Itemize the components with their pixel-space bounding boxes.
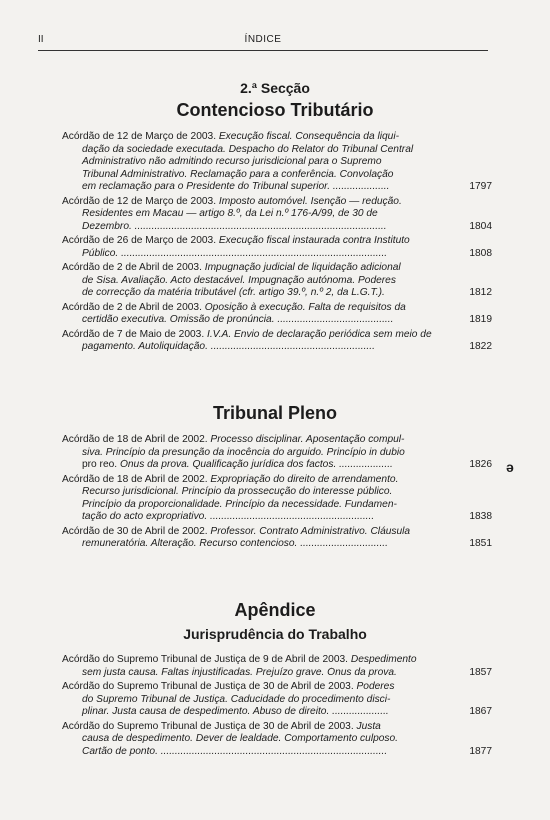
- entry-description: Residentes em Macau — artigo 8.º, da Lei n.º 176-A/99, de 30 de: [82, 208, 378, 219]
- toc-entry-line: [62, 181, 446, 194]
- entry-description: do Supremo Tribunal de Justiça. Caducidade do procedimento disci-: [82, 693, 391, 705]
- entry-reference: Acórdão de 7 de Maio de 2003.: [62, 328, 207, 340]
- toc-entry: [62, 474, 492, 524]
- toc-entry: [62, 196, 492, 234]
- entry-reference: Acórdão do Supremo Tribunal de Justiça de 30 de Abril de 2003.: [62, 720, 357, 732]
- entry-description: Princípio da proporcionalidade. Princípio da necessidade. Fundamen-: [82, 498, 397, 510]
- toc-entry-line: [62, 746, 446, 759]
- section-title: Tribunal Pleno: [212, 403, 337, 423]
- toc-entry-line: [62, 221, 446, 234]
- entry-description: Justa: [356, 720, 381, 732]
- entry-description: Oposição à execução. Falta de requisitos da: [204, 301, 406, 313]
- entry-description: Público. ..............................................................................................: [82, 247, 388, 259]
- entry-description: Execução fiscal. Consequência da liqui-: [218, 131, 399, 142]
- handwritten-margin-mark: ə: [506, 459, 514, 475]
- entry-description: causa de despedimento. Dever de lealdade. Comportamento culposo.: [82, 733, 399, 744]
- toc-entry-line: [62, 447, 446, 460]
- entry-description: Recurso jurisdicional. Princípio da prossecução do interesse público.: [82, 486, 393, 497]
- entry-description: Dezembro. .........................................................................................: [82, 220, 387, 232]
- entry-page-number: 1822: [469, 341, 492, 352]
- section-entries: [62, 654, 492, 760]
- toc-entry-line: [62, 287, 446, 300]
- entry-description: Expropriação do direito de arrendamento.: [210, 473, 399, 485]
- entry-description: Poderes: [356, 681, 395, 692]
- entry-page-number: 1826: [469, 459, 492, 470]
- entry-description: Ónus da prova. Qualificação jurídica dos factos. ...................: [119, 459, 393, 470]
- entry-reference: Acórdão de 18 de Abril de 2002.: [62, 473, 211, 485]
- entry-page-number: 1857: [469, 666, 492, 678]
- entry-reference: Acórdão de 12 de Março de 2003.: [62, 131, 219, 142]
- entry-description: Administrativo não admitindo recurso jurisdicional para o Supremo: [82, 156, 382, 167]
- toc-entry-line: [62, 694, 446, 707]
- entry-description: Cartão de ponto. ................................................................................: [82, 745, 388, 757]
- section-entries: [62, 131, 492, 356]
- entry-page-number: 1804: [469, 220, 492, 232]
- toc-entry: [62, 131, 492, 194]
- entry-page-number: 1838: [469, 511, 492, 522]
- entry-page-number: 1812: [469, 287, 492, 298]
- entry-description: Impugnação judicial de liquidação adicional: [204, 262, 401, 273]
- page-number: II: [38, 34, 44, 45]
- entry-reference: Acórdão de 18 de Abril de 2002.: [62, 434, 211, 445]
- entry-reference: Acórdão do Supremo Tribunal de Justiça de 9 de Abril de 2003.: [62, 654, 351, 665]
- entry-page-number: 1851: [469, 538, 492, 549]
- entry-description: dação da sociedade executada. Despacho do Relator do Tribunal Central: [82, 143, 414, 155]
- entry-page-number: 1867: [469, 706, 492, 717]
- entry-page-number: 1797: [469, 181, 492, 192]
- entry-page-number: 1808: [469, 247, 492, 259]
- toc-entry-line: [62, 667, 446, 680]
- appendix-title: Apêndice: [234, 600, 316, 620]
- toc-entry-line: [62, 262, 446, 275]
- entry-description: Professor. Contrato Administrativo. Cláusula: [210, 525, 411, 537]
- toc-entry-line: [62, 144, 446, 157]
- running-header: [38, 28, 488, 51]
- toc-entry-line: [62, 169, 446, 182]
- toc-entry: [62, 434, 492, 472]
- toc-entry: [62, 681, 492, 719]
- entry-description: Processo disciplinar. Aposentação compul-: [210, 434, 405, 445]
- toc-entry-line: [62, 302, 446, 315]
- toc-entry: [62, 235, 492, 260]
- entry-reference: pro reo.: [82, 459, 120, 470]
- toc-entry-line: [62, 511, 446, 524]
- toc-entry: [62, 302, 492, 327]
- toc-entry-line: [62, 721, 446, 734]
- toc-entry-line: [62, 486, 446, 499]
- toc-entry-line: [62, 459, 446, 472]
- toc-entry-line: [62, 275, 446, 288]
- toc-entry-line: [62, 538, 446, 551]
- entry-description: em reclamação para o Presidente do Tribunal superior. ....................: [82, 181, 390, 192]
- toc-entry: [62, 721, 492, 759]
- toc-entry-line: [62, 474, 446, 487]
- toc-entry-line: [62, 131, 446, 144]
- toc-entry: [62, 654, 492, 679]
- running-title: ÍNDICE: [244, 34, 282, 45]
- entry-reference: Acórdão de 30 de Abril de 2002.: [62, 525, 211, 537]
- entry-description: remuneratória. Alteração. Recurso contencioso. ...............................: [82, 538, 388, 549]
- entry-reference: Acórdão de 26 de Março de 2003.: [62, 235, 219, 246]
- toc-entry: [62, 262, 492, 300]
- toc-entry-line: [62, 681, 446, 694]
- entry-description: sem justa causa. Faltas injustificadas. Prejuízo grave. Ónus da prova.: [82, 666, 397, 678]
- toc-entry-line: [62, 248, 446, 261]
- section-title: Contencioso Tributário: [176, 100, 374, 120]
- entry-page-number: 1877: [469, 745, 492, 757]
- section-entries: [62, 434, 492, 553]
- entry-description: pagamento. Autoliquidação. ..........................................................: [82, 341, 375, 352]
- toc-entry-line: [62, 706, 446, 719]
- toc-entry-line: [62, 526, 446, 539]
- toc-entry-line: [62, 314, 446, 327]
- toc-entry-line: [62, 208, 446, 221]
- toc-entry: [62, 526, 492, 551]
- entry-page-number: 1819: [469, 314, 492, 325]
- entry-description: de Sisa. Avaliação. Acto destacável. Impugnação autónoma. Poderes: [82, 274, 396, 286]
- entry-description: I.V.A. Envio de declaração periódica sem meio de: [207, 328, 432, 340]
- entry-reference: Acórdão de 2 de Abril de 2003.: [62, 262, 205, 273]
- toc-entry-line: [62, 434, 446, 447]
- entry-description: de correcção da matéria tributável (cfr. artigo 39.º, n.º 2, da L.G.T.).: [82, 287, 385, 298]
- entry-description: plinar. Justa causa de despedimento. Abuso de direito. ....................: [82, 706, 389, 717]
- toc-entry: [62, 329, 492, 354]
- toc-entry-line: [62, 733, 446, 746]
- entry-reference: Acórdão de 12 de Março de 2003.: [62, 195, 219, 207]
- entry-description: Tribunal Administrativo. Reclamação para a conferência. Convolação: [82, 168, 394, 180]
- entry-description: Imposto automóvel. Isenção — redução.: [218, 195, 402, 207]
- entry-description: certidão executiva. Omissão de pronúncia. .........................................: [82, 314, 394, 325]
- entry-description: Execução fiscal instaurada contra Instituto: [218, 235, 410, 246]
- appendix-subtitle: Jurisprudência do Trabalho: [183, 626, 367, 642]
- toc-entry-line: [62, 196, 446, 209]
- toc-entry-line: [62, 499, 446, 512]
- entry-description: tação do acto expropriativo. ..........................................................: [82, 511, 375, 522]
- toc-entry-line: [62, 329, 446, 342]
- toc-entry-line: [62, 654, 446, 667]
- section-number-heading: 2.ª Secção: [240, 80, 310, 96]
- toc-entry-line: [62, 235, 446, 248]
- toc-entry-line: [62, 341, 446, 354]
- entry-reference: Acórdão do Supremo Tribunal de Justiça de 30 de Abril de 2003.: [62, 681, 357, 692]
- entry-description: Despedimento: [350, 654, 417, 665]
- entry-description: siva. Princípio da presunção da inocência do arguido. Princípio in dubio: [82, 446, 405, 458]
- toc-entry-line: [62, 156, 446, 169]
- entry-reference: Acórdão de 2 de Abril de 2003.: [62, 301, 205, 313]
